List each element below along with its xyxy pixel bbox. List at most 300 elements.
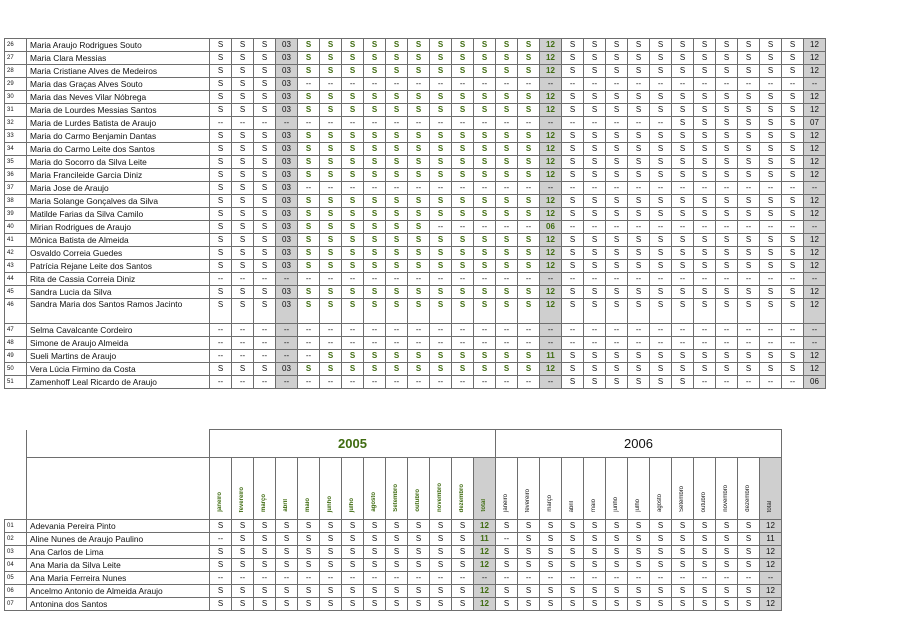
month-cell: S [518,52,540,65]
total-2005-cell: 12 [474,598,496,611]
month-cell: S [518,350,540,363]
month-header-2006-label: janeiro [503,493,509,512]
month-header-2005-label: março [261,493,267,512]
month-cell: S [320,559,342,572]
month-cell: S [210,299,232,324]
month-cell: S [386,195,408,208]
row-number: 26 [5,39,27,52]
table-row [5,546,782,559]
month-cell: -- [254,350,276,363]
month-header-2006 [672,458,694,520]
month-header-2005 [276,458,298,520]
month-cell: -- [584,221,606,234]
month-cell: -- [298,337,320,350]
month-cell: -- [716,376,738,389]
total-2006-cell: 12 [804,91,826,104]
month-cell: S [606,520,628,533]
month-cell: S [210,104,232,117]
month-cell: S [738,117,760,130]
month-cell: -- [386,324,408,337]
total-2006-cell: 12 [804,350,826,363]
month-cell: S [452,65,474,78]
month-cell: S [254,169,276,182]
person-name: Maria Solange Gonçalves da Silva [27,195,210,208]
total-2005-cell: -- [540,337,562,350]
month-cell: S [430,91,452,104]
month-cell: S [540,533,562,546]
month-cell: -- [518,221,540,234]
month-cell: S [562,286,584,299]
total-2005-cell: -- [540,376,562,389]
month-cell: S [738,104,760,117]
person-name: Maria do Carmo Leite dos Santos [27,143,210,156]
attendance-table-bottom [4,429,782,611]
month-cell: -- [474,376,496,389]
month-cell: -- [496,337,518,350]
month-cell: S [584,65,606,78]
month-cell: -- [760,337,782,350]
month-cell: S [672,195,694,208]
total-2005-cell: 12 [540,104,562,117]
month-cell: S [760,91,782,104]
month-cell: S [650,260,672,273]
month-cell: S [584,169,606,182]
total-2006-cell: -- [804,337,826,350]
month-cell: S [452,195,474,208]
month-header-2005-label: junho [327,495,333,512]
month-cell: S [650,91,672,104]
month-cell: -- [386,572,408,585]
month-cell: -- [210,337,232,350]
total-2005-cell: 12 [474,559,496,572]
month-cell: -- [716,182,738,195]
month-cell: S [408,143,430,156]
table-row [5,156,826,169]
month-cell: S [474,169,496,182]
row-number: 27 [5,52,27,65]
month-cell: S [430,520,452,533]
month-cell: S [364,221,386,234]
month-cell: S [430,104,452,117]
total-2005-cell: -- [474,572,496,585]
total-2005-cell: 12 [540,156,562,169]
month-cell: S [254,182,276,195]
month-cell: -- [584,182,606,195]
month-cell: S [342,286,364,299]
month-cell: S [408,104,430,117]
month-cell: S [606,130,628,143]
year-2006-header: 2006 [496,430,782,458]
month-cell: S [738,169,760,182]
month-cell: S [298,104,320,117]
month-cell: S [452,546,474,559]
month-cell: S [474,156,496,169]
table-row [5,337,826,350]
table-row [5,376,826,389]
month-cell: S [562,299,584,324]
table-row [5,39,826,52]
month-cell: S [672,65,694,78]
month-cell: S [474,130,496,143]
month-cell: S [254,104,276,117]
month-cell: S [210,234,232,247]
month-cell: S [496,104,518,117]
month-cell: S [408,169,430,182]
month-cell: S [254,299,276,324]
month-cell: S [672,286,694,299]
table-row [5,234,826,247]
month-cell: S [342,546,364,559]
month-cell: S [386,260,408,273]
month-cell: -- [430,117,452,130]
month-cell: -- [364,182,386,195]
month-cell: S [672,363,694,376]
month-cell: S [452,208,474,221]
month-cell: S [386,104,408,117]
month-cell: S [628,546,650,559]
person-name: Maria Clara Messias [27,52,210,65]
month-cell: S [606,195,628,208]
month-cell: S [210,221,232,234]
month-cell: S [408,546,430,559]
month-cell: -- [584,324,606,337]
month-header-2005-label: Setembro [393,484,399,512]
month-cell: S [716,104,738,117]
month-cell: S [452,39,474,52]
table-row [5,117,826,130]
month-cell: S [738,546,760,559]
month-cell: S [386,350,408,363]
month-cell: S [496,559,518,572]
row-number: 31 [5,104,27,117]
month-cell: S [738,39,760,52]
month-cell: S [452,286,474,299]
month-cell: S [562,208,584,221]
month-cell: -- [342,324,364,337]
month-cell: S [628,520,650,533]
month-cell: S [386,143,408,156]
month-cell: S [474,91,496,104]
month-cell: S [606,208,628,221]
total-2005-cell: 06 [540,221,562,234]
month-cell: S [408,221,430,234]
month-cell: S [628,376,650,389]
month-cell: S [276,520,298,533]
row-number: 03 [5,546,27,559]
person-name: Patrícia Rejane Leite dos Santos [27,260,210,273]
month-cell: -- [210,117,232,130]
month-cell: S [496,363,518,376]
month-cell: S [342,533,364,546]
month-cell: -- [562,324,584,337]
month-cell: S [408,39,430,52]
month-cell: S [452,363,474,376]
month-header-2006-label: Setembro [679,485,685,512]
month-cell: S [386,234,408,247]
month-cell: -- [650,221,672,234]
month-cell: S [584,598,606,611]
month-header-2006 [518,458,540,520]
month-cell: -- [716,78,738,91]
month-cell: S [342,299,364,324]
person-name: Maria do Carmo Benjamin Dantas [27,130,210,143]
month-cell: -- [650,572,672,585]
april-cell: 03 [276,260,298,273]
month-cell: S [628,208,650,221]
month-cell: S [738,520,760,533]
month-cell: S [342,234,364,247]
month-cell: S [694,208,716,221]
month-cell: -- [518,78,540,91]
month-cell: S [584,350,606,363]
month-cell: S [408,350,430,363]
month-cell: -- [254,572,276,585]
month-cell: S [782,363,804,376]
month-cell: S [298,156,320,169]
month-cell: -- [496,533,518,546]
month-cell: S [232,221,254,234]
month-cell: S [584,376,606,389]
total-2006-cell: 07 [804,117,826,130]
month-cell: S [716,156,738,169]
total-2005-cell: 12 [540,65,562,78]
month-header-2005-label: novembro [437,482,443,512]
total-header-2006-label: total [767,500,773,512]
person-name: Vera Lúcia Firmino da Costa [27,363,210,376]
month-cell: S [562,130,584,143]
month-cell: S [298,130,320,143]
month-cell: -- [364,78,386,91]
row-number: 48 [5,337,27,350]
month-cell: S [672,39,694,52]
month-cell: S [650,52,672,65]
month-cell: S [364,546,386,559]
person-name: Rita de Cassia Correia Diniz [27,273,210,286]
month-cell: S [782,65,804,78]
month-cell: S [694,195,716,208]
month-cell: S [232,559,254,572]
month-cell: S [518,546,540,559]
month-cell: S [760,234,782,247]
month-cell: S [254,130,276,143]
month-cell: -- [210,572,232,585]
month-cell: S [430,559,452,572]
month-cell: -- [342,78,364,91]
month-cell: S [254,91,276,104]
month-cell: S [232,585,254,598]
month-cell: S [474,52,496,65]
month-cell: S [672,350,694,363]
total-2005-cell: 12 [540,208,562,221]
month-cell: -- [386,337,408,350]
month-cell: S [650,350,672,363]
month-cell: S [452,156,474,169]
month-cell: S [782,350,804,363]
month-cell: -- [452,78,474,91]
month-cell: -- [452,324,474,337]
month-cell: S [452,533,474,546]
month-cell: S [430,350,452,363]
person-name: Maria de Lourdes Messias Santos [27,104,210,117]
person-name: Ana Maria Ferreira Nunes [27,572,210,585]
month-cell: -- [672,337,694,350]
month-cell: S [364,104,386,117]
month-cell: -- [386,78,408,91]
person-name: Maria do Socorro da Silva Leite [27,156,210,169]
month-cell: S [408,559,430,572]
month-cell: S [760,143,782,156]
april-cell: 03 [276,52,298,65]
month-cell: -- [364,376,386,389]
month-cell: S [474,363,496,376]
month-cell: -- [232,337,254,350]
month-header-2006-label: junho [613,497,619,512]
month-cell: S [562,520,584,533]
month-cell: -- [298,78,320,91]
month-cell: S [210,520,232,533]
month-cell: S [474,143,496,156]
total-2005-cell: 12 [474,546,496,559]
month-cell: -- [694,273,716,286]
month-header-2005-label: abril [283,499,289,512]
month-cell: S [716,559,738,572]
april-cell: 03 [276,234,298,247]
month-cell: S [782,156,804,169]
total-2006-cell: 12 [804,234,826,247]
month-header-2006-label: março [547,495,553,512]
month-cell: S [496,299,518,324]
month-cell: -- [430,78,452,91]
month-cell: S [232,208,254,221]
month-cell: S [672,520,694,533]
month-cell: S [518,559,540,572]
month-cell: S [408,299,430,324]
month-cell: S [320,169,342,182]
month-cell: -- [232,572,254,585]
month-cell: S [738,260,760,273]
month-cell: S [232,286,254,299]
month-header-2005-label: julho [349,497,355,512]
month-cell: S [694,169,716,182]
month-cell: S [342,208,364,221]
month-cell: -- [584,572,606,585]
month-cell: S [716,195,738,208]
month-cell: -- [694,324,716,337]
month-header-2005-label: dezembro [459,483,465,512]
total-2006-cell: -- [804,78,826,91]
month-cell: S [210,156,232,169]
month-cell: S [254,598,276,611]
total-header-2005 [474,458,496,520]
month-cell: S [672,299,694,324]
month-cell: -- [298,182,320,195]
month-cell: S [694,91,716,104]
month-cell: S [210,559,232,572]
month-cell: S [342,91,364,104]
month-cell: S [672,533,694,546]
month-cell: -- [628,221,650,234]
table-row [5,52,826,65]
month-cell: S [298,363,320,376]
person-name: Mônica Batista de Almeida [27,234,210,247]
month-cell: S [408,156,430,169]
month-cell: S [672,52,694,65]
month-cell: S [364,598,386,611]
month-cell: S [650,65,672,78]
month-cell: S [716,39,738,52]
month-cell: S [474,286,496,299]
month-cell: S [672,156,694,169]
month-cell: -- [474,273,496,286]
month-cell: S [298,520,320,533]
month-header-2005 [298,458,320,520]
month-cell: S [606,143,628,156]
person-name: Maria Francileide Garcia Diniz [27,169,210,182]
row-number: 44 [5,273,27,286]
month-cell: S [496,52,518,65]
month-cell: S [386,208,408,221]
month-cell: S [716,350,738,363]
month-cell: S [606,65,628,78]
month-cell: -- [430,376,452,389]
total-2005-cell: 11 [540,350,562,363]
month-cell: S [254,546,276,559]
month-cell: -- [760,78,782,91]
month-cell: S [320,585,342,598]
month-cell: S [782,117,804,130]
total-2006-cell: -- [804,273,826,286]
month-cell: S [606,350,628,363]
month-cell: S [562,39,584,52]
month-cell: -- [254,117,276,130]
table-row [5,195,826,208]
month-cell: S [782,91,804,104]
month-cell: S [782,299,804,324]
month-cell: -- [672,182,694,195]
month-cell: S [650,533,672,546]
month-cell: S [298,143,320,156]
month-header-2005-label: outubro [415,489,421,512]
month-cell: -- [518,376,540,389]
month-cell: -- [496,78,518,91]
month-cell: -- [232,350,254,363]
person-name: Maria de Lurdes Batista de Araujo [27,117,210,130]
month-cell: S [694,520,716,533]
month-cell: S [254,247,276,260]
month-cell: -- [782,337,804,350]
month-cell: S [408,247,430,260]
month-header-2005 [254,458,276,520]
month-cell: S [496,350,518,363]
month-cell: -- [430,337,452,350]
month-cell: S [672,234,694,247]
month-cell: -- [452,182,474,195]
month-cell: S [452,559,474,572]
month-cell: S [430,260,452,273]
row-number: 42 [5,247,27,260]
month-cell: S [628,299,650,324]
month-cell: S [320,91,342,104]
month-cell: S [672,260,694,273]
month-cell: -- [342,337,364,350]
table-row [5,572,782,585]
month-header-2005-label: agosto [371,492,377,512]
month-cell: S [496,208,518,221]
month-header-2006 [606,458,628,520]
attendance-table-top [4,38,826,389]
month-cell: -- [628,273,650,286]
month-cell: S [628,350,650,363]
